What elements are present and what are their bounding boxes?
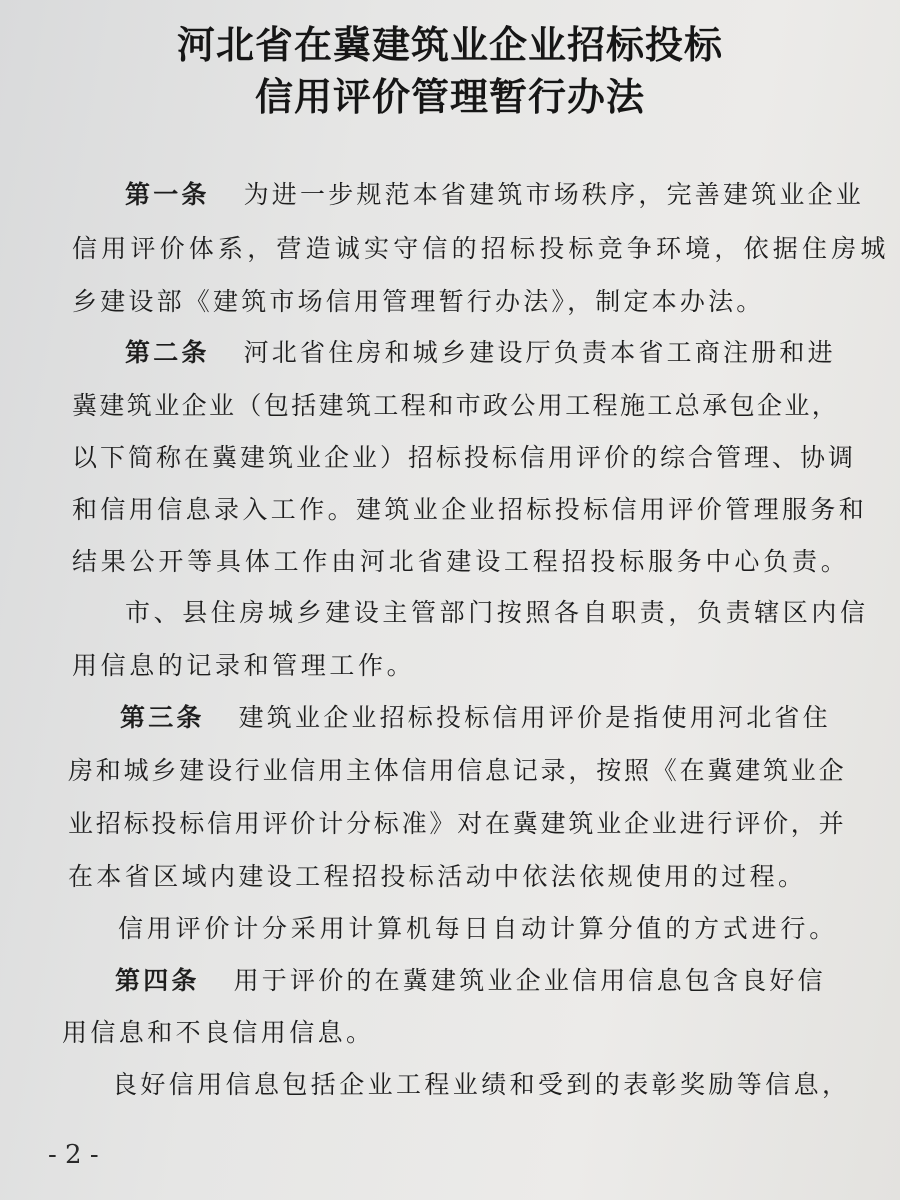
text-line bbox=[72, 495, 867, 525]
text-line bbox=[115, 966, 826, 996]
line-text: 用于评价的在冀建筑业企业信用信息包含良好信 bbox=[233, 966, 826, 995]
text-line bbox=[125, 180, 864, 210]
line-text: 河北省住房和城乡建设厅负责本省工商注册和进 bbox=[243, 338, 836, 367]
line-text: 在本省区域内建设工程招投标活动中依法依规使用的过程。 bbox=[68, 862, 807, 891]
text-line bbox=[68, 756, 846, 786]
text-line bbox=[62, 1018, 374, 1048]
line-text: 以下简称在冀建筑业企业）招标投标信用评价的综合管理、协调 bbox=[72, 443, 857, 472]
text-line bbox=[72, 287, 765, 317]
text-line bbox=[112, 1070, 850, 1100]
text-line bbox=[118, 914, 838, 944]
line-text: 房和城乡建设行业信用主体信用信息记录，按照《在冀建筑业企 bbox=[68, 756, 847, 785]
text-line bbox=[120, 703, 831, 733]
document-title-line-1: 河北省在冀建筑业企业招标投标 bbox=[176, 23, 723, 67]
article-heading: 第四条 bbox=[115, 966, 200, 995]
line-text: 业招标投标信用评价计分标准》对在冀建筑业企业进行评价，并 bbox=[68, 809, 847, 838]
article-heading: 第一条 bbox=[125, 180, 210, 209]
line-text: 和信用信息录入工作。建筑业企业招标投标信用评价管理服务和 bbox=[72, 495, 868, 524]
text-line bbox=[72, 547, 850, 577]
line-text: 冀建筑业企业（包括建筑工程和市政公用工程施工总承包企业， bbox=[72, 391, 840, 420]
text-line bbox=[72, 234, 890, 264]
line-text: 用信息的记录和管理工作。 bbox=[72, 651, 416, 680]
line-text: 良好信用信息包括企业工程业绩和受到的表彰奖励等信息， bbox=[112, 1070, 851, 1099]
text-line bbox=[72, 443, 856, 473]
article-heading: 第三条 bbox=[120, 703, 205, 732]
text-line bbox=[72, 651, 415, 681]
line-text: 用信息和不良信用信息。 bbox=[62, 1018, 375, 1047]
document-title-line-2: 信用评价管理暂行办法 bbox=[254, 75, 645, 119]
text-line bbox=[125, 598, 869, 628]
line-text: 为进一步规范本省建筑市场秩序，完善建筑业企业 bbox=[243, 180, 865, 209]
page-number: - 2 - bbox=[48, 1140, 99, 1170]
article-heading: 第二条 bbox=[125, 338, 210, 367]
line-text: 建筑业企业招标投标信用评价是指使用河北省住 bbox=[238, 703, 831, 732]
line-text: 信用评价体系，营造诚实守信的招标投标竞争环境，依据住房城 bbox=[72, 234, 890, 263]
line-text: 结果公开等具体工作由河北省建设工程招投标服务中心负责。 bbox=[72, 547, 850, 576]
line-text: 乡建设部《建筑市场信用管理暂行办法》，制定本办法。 bbox=[72, 287, 765, 316]
text-line bbox=[125, 338, 836, 368]
text-line bbox=[72, 391, 839, 421]
text-line bbox=[68, 862, 806, 892]
line-text: 市、县住房城乡建设主管部门按照各自职责，负责辖区内信 bbox=[125, 598, 869, 627]
text-line bbox=[68, 809, 846, 839]
line-text: 信用评价计分采用计算机每日自动计算分值的方式进行。 bbox=[118, 914, 839, 943]
